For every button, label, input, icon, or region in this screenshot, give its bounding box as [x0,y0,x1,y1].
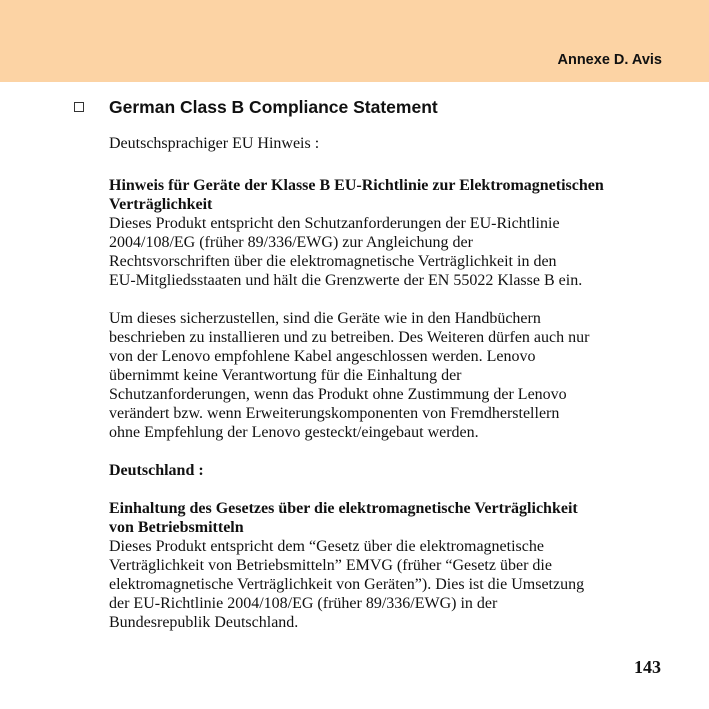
notice1-heading-line: Hinweis für Geräte der Klasse B EU-Richtlinie zur Elektromagnetischen [109,177,604,194]
text-line: Rechtsvorschriften über die elektromagnetische Verträglichkeit in den [109,253,557,270]
notice3-heading [109,499,669,537]
intro-text: Deutschsprachiger EU Hinweis : [109,135,320,152]
page-number: 143 [634,657,661,677]
text-line: übernimmt keine Verantwortung für die Einhaltung der [109,367,462,384]
text-line: Bundesrepublik Deutschland. [109,614,299,631]
text-line: Verträglichkeit von Betriebsmitteln” EMVG (früher “Gesetz über die [109,557,552,574]
text-line: elektromagnetische Verträglichkeit von Geräten”). Dies ist die Umsetzung [109,576,585,593]
text-line: verändert bzw. wenn Erweiterungskomponenten von Fremdherstellern [109,405,560,422]
text-line: Dieses Produkt entspricht den Schutzanforderungen der EU-Richtlinie [109,215,560,232]
text-line: Dieses Produkt entspricht dem “Gesetz über die elektromagnetische [109,538,544,555]
text-line: EU-Mitgliedsstaaten und hält die Grenzwerte der EN 55022 Klasse B ein. [109,272,583,289]
notice1-text [109,214,669,290]
text-line: von der Lenovo empfohlene Kabel angeschlossen werden. Lenovo [109,348,536,365]
notice1-heading-line: Verträglichkeit [109,196,213,213]
text-line: der EU-Richtlinie 2004/108/EG (früher 89/336/EWG) in der [109,595,498,612]
text-line: Um dieses sicherzustellen, sind die Geräte wie in den Handbüchern [109,310,541,327]
header-band [0,0,709,82]
notice1-heading [109,176,669,214]
text-line: beschrieben zu installieren und zu betreiben. Des Weiteren dürfen auch nur [109,329,590,346]
square-bullet-icon [74,102,84,112]
text-line: ohne Empfehlung der Lenovo gesteckt/eingebaut werden. [109,424,479,441]
notice3-text [109,537,669,632]
section-heading: German Class B Compliance Statement [109,97,438,117]
notice3-heading-line: Einhaltung des Gesetzes über die elektromagnetische Verträglichkeit [109,500,578,517]
text-line: Schutzanforderungen, wenn das Produkt ohne Zustimmung der Lenovo [109,386,567,403]
notice2-text [109,309,669,442]
document-body [109,134,669,632]
country-heading: Deutschland : [109,462,204,479]
notice3-heading-line: von Betriebsmitteln [109,519,244,536]
header-title: Annexe D. Avis [557,52,662,68]
text-line: 2004/108/EG (früher 89/336/EWG) zur Angleichung der [109,234,473,251]
